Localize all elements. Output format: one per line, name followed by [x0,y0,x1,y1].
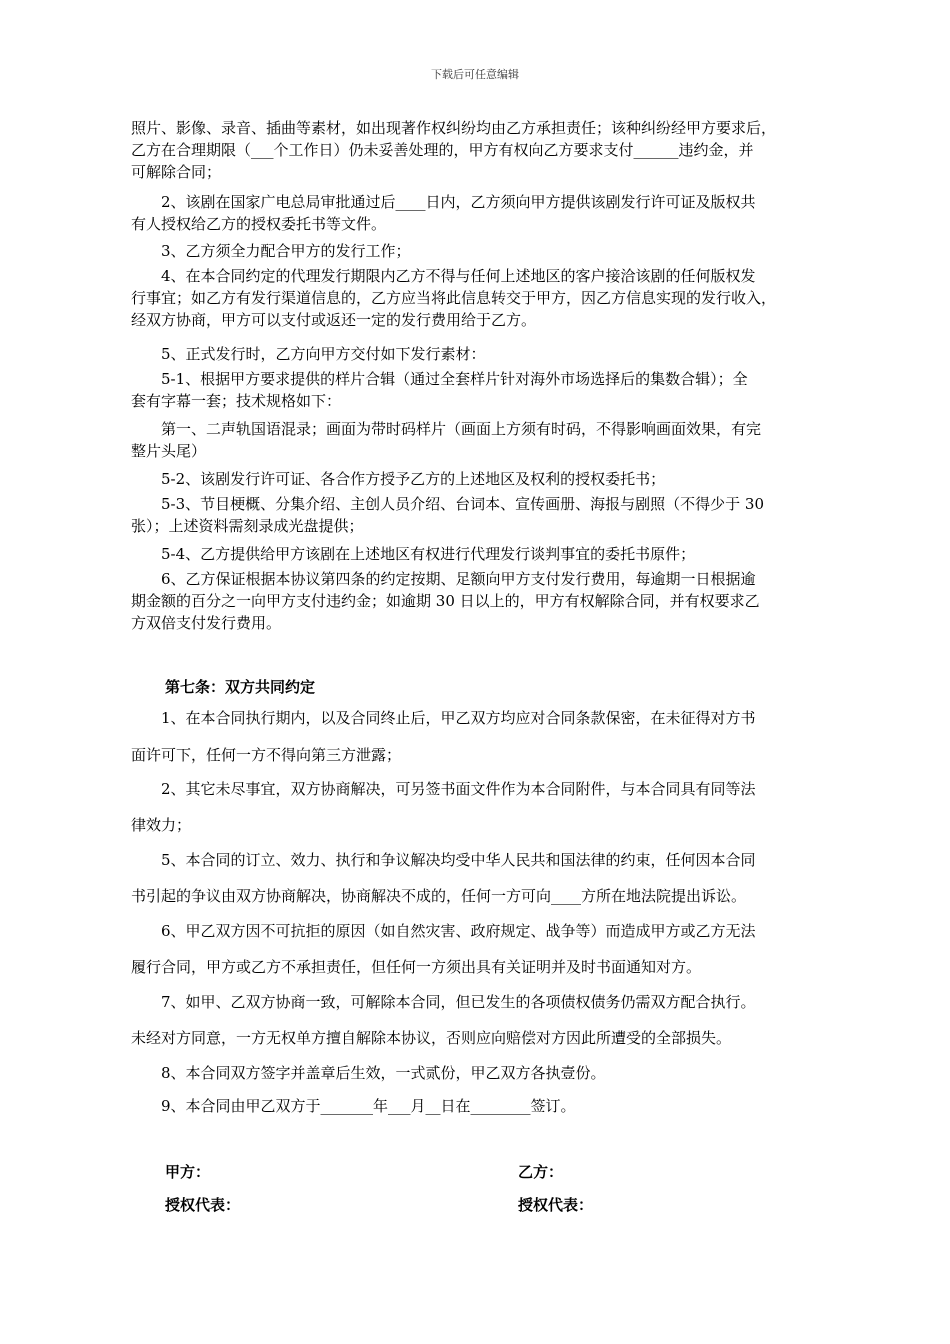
clause-3 [131,240,837,262]
text-line: 3、乙方须全力配合甲方的发行工作； [131,242,411,260]
text-line: 5、本合同的订立、效力、执行和争议解决均受中华人民共和国法律的约束，任何因本合同 [131,851,756,869]
text-line: 有人授权给乙方的授权委托书等文件。 [131,215,387,233]
text-line: 书引起的争议由双方协商解决，协商解决不成的，任何一方可向____方所在地法院提出诉讼。 [131,887,747,905]
text-line: 套有字幕一套；技术规格如下： [131,392,342,410]
article7-clause-2-cont [131,814,837,836]
text-line: 7、如甲、乙双方协商一致，可解除本合同，但已发生的各项债权债务仍需双方配合执行。 [131,993,756,1011]
article7-clause-7-cont [131,1027,837,1049]
party-b-representative-label: 授权代表： [518,1196,594,1214]
text-line: 5-1、根据甲方要求提供的样片合辑（通过全套样片针对海外市场选择后的集数合辑）；全 [131,370,748,388]
text-line: 整片头尾） [131,442,207,460]
page-header: 下载后可任意编辑 [431,68,519,81]
text-line: 5-4、乙方提供给甲方该剧在上述地区有权进行代理发行谈判事宜的委托书原件； [131,545,696,563]
text-line: 2、该剧在国家广电总局审批通过后____日内，乙方须向甲方提供该剧发行许可证及版权共 [131,193,756,211]
text-line: 9、本合同由甲乙双方于_______年___月__日在________签订。 [131,1097,576,1115]
article7-clause-6 [131,920,837,942]
text-line: 可解除合同； [131,163,222,181]
text-line: 经双方协商，甲方可以支付或返还一定的发行费用给于乙方。 [131,311,537,329]
article7-clause-9 [131,1095,837,1117]
text-line: 方双倍支付发行费用。 [131,614,282,632]
text-line: 5、正式发行时，乙方向甲方交付如下发行素材： [131,345,486,363]
text-line: 2、其它未尽事宜，双方协商解决，可另签书面文件作为本合同附件，与本合同具有同等法 [131,780,756,798]
clause-5-3 [131,493,837,537]
text-line: 未经对方同意，一方无权单方擅自解除本协议，否则应向赔偿对方因此所遭受的全部损失。 [131,1029,732,1047]
text-line: 第一、二声轨国语混录；画面为带时码样片（画面上方须有时码，不得影响画面效果，有完 [131,420,762,438]
party-a-label: 甲方： [165,1163,211,1181]
clause-5 [131,343,837,365]
text-line: 履行合同，甲方或乙方不承担责任，但任何一方须出具有关证明并及时书面通知对方。 [131,958,702,976]
party-b-label: 乙方： [518,1163,564,1181]
text-line: 4、在本合同约定的代理发行期限内乙方不得与任何上述地区的客户接洽该剧的任何版权发 [131,267,756,285]
clause-2 [131,191,837,235]
article6-continued [131,117,837,183]
clause-5-4 [131,543,837,565]
text-line: 面许可下，任何一方不得向第三方泄露； [131,746,402,764]
clause-5-2 [131,468,837,490]
text-line: 8、本合同双方签字并盖章后生效，一式贰份，甲乙双方各执壹份。 [131,1064,606,1082]
article7-heading: 第七条：双方共同约定 [165,678,316,696]
party-a-representative-label: 授权代表： [165,1196,241,1214]
text-line: 照片、影像、录音、插曲等素材，如出现著作权纠纷均由乙方承担责任；该种纠纷经甲方要求后， [131,119,777,137]
text-line: 乙方在合理期限（___个工作日）仍未妥善处理的，甲方有权向乙方要求支付______违约金，并 [131,141,754,159]
clause-5-1-detail [131,418,837,462]
text-line: 期金额的百分之一向甲方支付违约金；如逾期 30 日以上的，甲方有权解除合同，并有权要求乙 [131,592,760,610]
text-line: 6、乙方保证根据本协议第四条的约定按期、足额向甲方支付发行费用，每逾期一日根据逾 [131,570,756,588]
article7-clause-5-cont [131,885,837,907]
text-line: 律效力； [131,816,192,834]
article7-clause-2 [131,778,837,800]
text-line: 行事宜；如乙方有发行渠道信息的，乙方应当将此信息转交于甲方，因乙方信息实现的发行收入， [131,289,777,307]
clause-4 [131,265,837,331]
article7-clause-7 [131,991,837,1013]
article7-clause-5 [131,849,837,871]
text-line: 5-2、该剧发行许可证、各合作方授予乙方的上述地区及权利的授权委托书； [131,470,666,488]
text-line: 6、甲乙双方因不可抗拒的原因（如自然灾害、政府规定、战争等）而造成甲方或乙方无法 [131,922,756,940]
article7-clause-8 [131,1062,837,1084]
text-line: 1、在本合同执行期内，以及合同终止后，甲乙双方均应对合同条款保密，在未征得对方书 [131,709,756,727]
article7-clause-6-cont [131,956,837,978]
article7-clause-1-cont [131,744,837,766]
clause-5-1 [131,368,837,412]
clause-6 [131,568,837,634]
text-line: 5-3、节目梗概、分集介绍、主创人员介绍、台词本、宣传画册、海报与剧照（不得少于 30 [131,495,765,513]
text-line: 张）；上述资料需刻录成光盘提供； [131,517,364,535]
article7-clause-1 [131,707,837,729]
